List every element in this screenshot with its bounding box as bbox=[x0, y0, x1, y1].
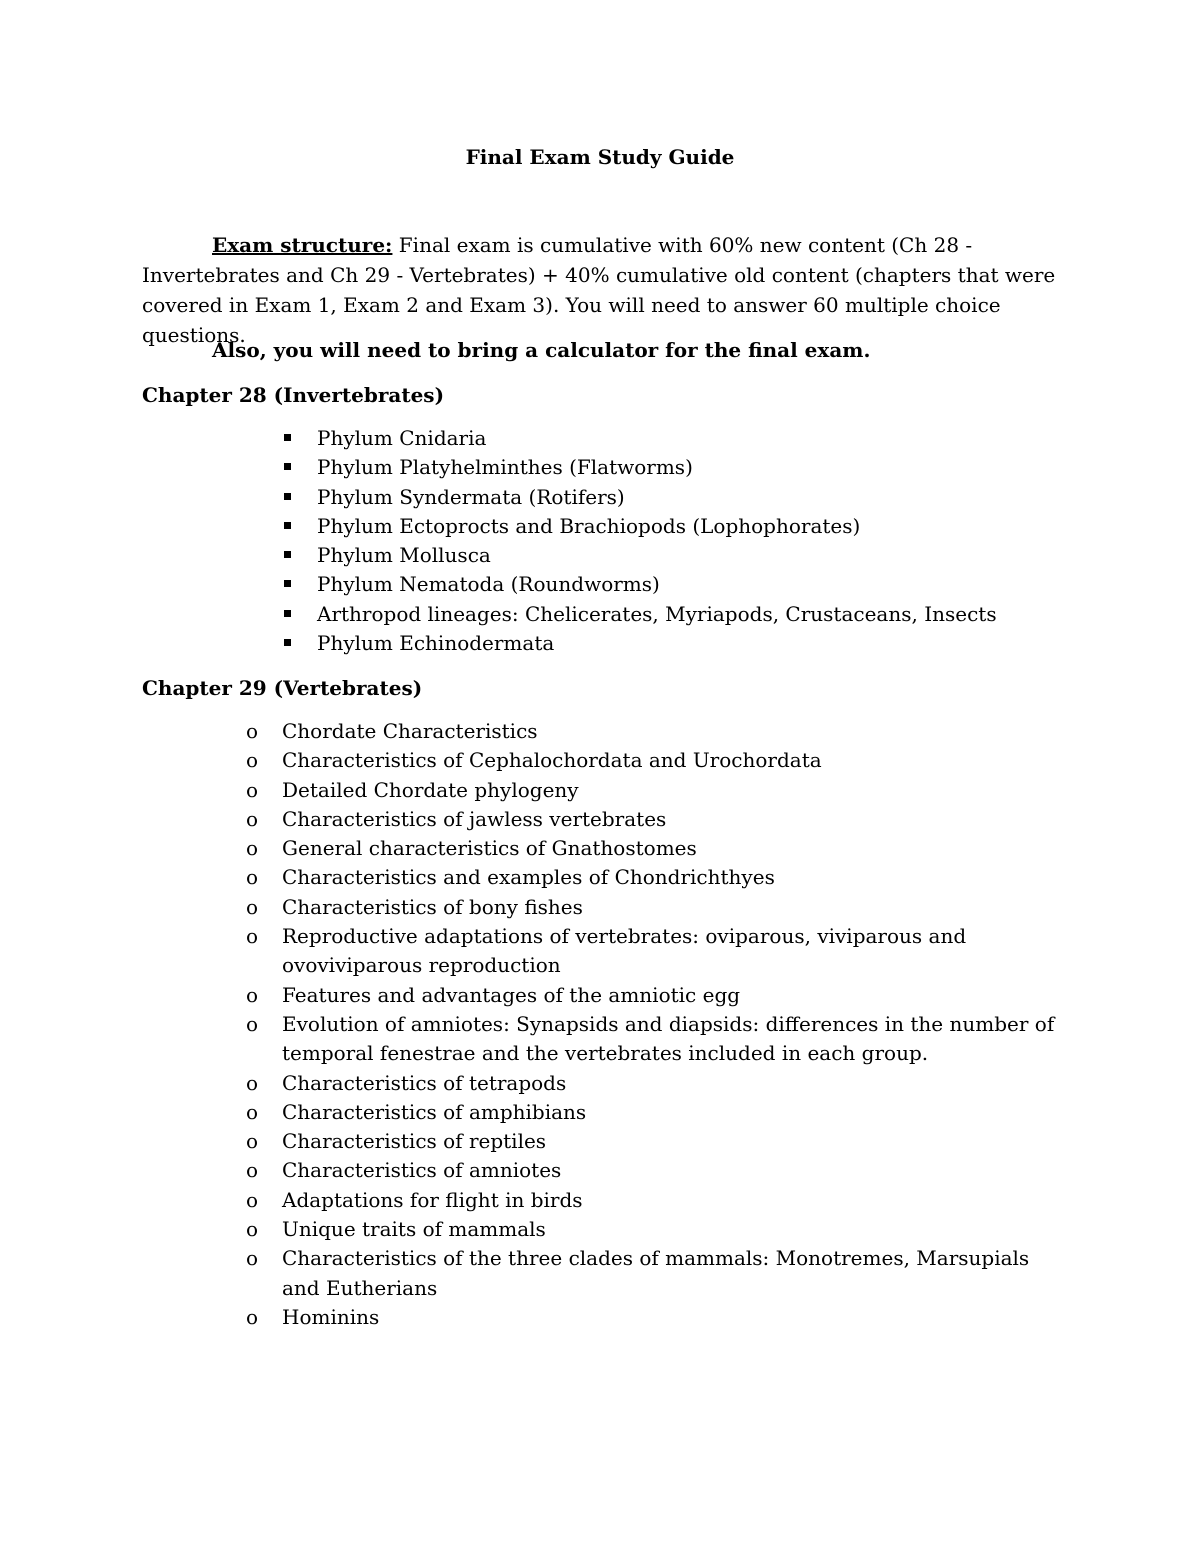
circle-bullet-icon: o bbox=[246, 1070, 259, 1095]
list-item-text: Reproductive adaptations of vertebrates: oviparous, viviparous and ovoviviparous reproduction bbox=[282, 924, 967, 978]
list-item-text: Characteristics of tetrapods bbox=[282, 1070, 567, 1095]
chapter-29-list bbox=[246, 717, 1066, 1332]
circle-bullet-icon: o bbox=[246, 865, 259, 890]
list-item bbox=[282, 570, 1082, 599]
list-item bbox=[246, 834, 1066, 863]
list-item-text: Detailed Chordate phylogeny bbox=[282, 777, 579, 802]
list-item bbox=[282, 541, 1082, 570]
list-item-text: Phylum Mollusca bbox=[317, 543, 491, 568]
list-item-text: Characteristics of the three clades of mammals: Monotremes, Marsupials and Eutherians bbox=[282, 1246, 1030, 1300]
list-item bbox=[246, 776, 1066, 805]
circle-bullet-icon: o bbox=[246, 1217, 259, 1242]
square-bullet-icon bbox=[284, 580, 291, 587]
chapter-28-list bbox=[282, 424, 1082, 658]
list-item-text: Phylum Platyhelminthes (Flatworms) bbox=[317, 455, 693, 480]
list-item bbox=[282, 629, 1082, 658]
list-item bbox=[282, 512, 1082, 541]
list-item-text: Phylum Echinodermata bbox=[317, 631, 555, 656]
list-item-text: Phylum Nematoda (Roundworms) bbox=[317, 572, 660, 597]
calculator-note: Also, you will need to bring a calculator for the final exam. bbox=[212, 338, 871, 362]
circle-bullet-icon: o bbox=[246, 894, 259, 919]
circle-bullet-icon: o bbox=[246, 836, 259, 861]
list-item bbox=[246, 1156, 1066, 1185]
circle-bullet-icon: o bbox=[246, 1011, 259, 1036]
list-item-text: General characteristics of Gnathostomes bbox=[282, 836, 697, 861]
list-item-text: Arthropod lineages: Chelicerates, Myriapods, Crustaceans, Insects bbox=[317, 601, 997, 626]
circle-bullet-icon: o bbox=[246, 1158, 259, 1183]
list-item-text: Chordate Characteristics bbox=[282, 719, 538, 743]
circle-bullet-icon: o bbox=[246, 982, 259, 1007]
list-item bbox=[282, 483, 1082, 512]
page-title: Final Exam Study Guide bbox=[465, 145, 735, 169]
list-item-text: Phylum Ectoprocts and Brachiopods (Lophophorates) bbox=[317, 513, 861, 538]
circle-bullet-icon: o bbox=[246, 924, 259, 949]
square-bullet-icon bbox=[284, 610, 291, 617]
list-item-text: Characteristics of bony fishes bbox=[282, 894, 583, 919]
square-bullet-icon bbox=[284, 463, 291, 470]
list-item bbox=[246, 893, 1066, 922]
list-item-text: Phylum Cnidaria bbox=[317, 426, 487, 450]
list-item bbox=[246, 1010, 1066, 1069]
list-item-text: Evolution of amniotes: Synapsids and diapsids: differences in the number of temporal fenestrae and the vertebrates included in each group. bbox=[282, 1011, 1055, 1066]
list-item bbox=[246, 805, 1066, 834]
list-item-text: Characteristics and examples of Chondrichthyes bbox=[282, 865, 775, 890]
list-item-text: Unique traits of mammals bbox=[282, 1217, 546, 1242]
circle-bullet-icon: o bbox=[246, 719, 259, 743]
circle-bullet-icon: o bbox=[246, 806, 259, 831]
list-item-text: Phylum Syndermata (Rotifers) bbox=[317, 484, 625, 509]
list-item bbox=[246, 1098, 1066, 1127]
list-item bbox=[246, 1215, 1066, 1244]
circle-bullet-icon: o bbox=[246, 748, 259, 773]
circle-bullet-icon: o bbox=[246, 1304, 259, 1329]
list-item bbox=[282, 600, 1082, 629]
list-item-text: Characteristics of amphibians bbox=[282, 1099, 587, 1124]
list-item-text: Adaptations for flight in birds bbox=[282, 1187, 583, 1212]
list-item bbox=[246, 981, 1066, 1010]
list-item-text: Characteristics of jawless vertebrates bbox=[282, 806, 667, 831]
square-bullet-icon bbox=[284, 551, 291, 558]
chapter-28-heading: Chapter 28 (Invertebrates) bbox=[142, 383, 445, 407]
list-item-text: Characteristics of Cephalochordata and Urochordata bbox=[282, 748, 822, 773]
list-item bbox=[246, 1186, 1066, 1215]
square-bullet-icon bbox=[284, 522, 291, 529]
list-item-text: Characteristics of reptiles bbox=[282, 1129, 547, 1154]
square-bullet-icon bbox=[284, 493, 291, 500]
list-item-text: Hominins bbox=[282, 1304, 380, 1329]
list-item bbox=[246, 1069, 1066, 1098]
list-item bbox=[246, 1303, 1066, 1332]
list-item bbox=[246, 863, 1066, 892]
circle-bullet-icon: o bbox=[246, 777, 259, 802]
circle-bullet-icon: o bbox=[246, 1099, 259, 1124]
list-item bbox=[246, 717, 1066, 746]
chapter-29-heading: Chapter 29 (Vertebrates) bbox=[142, 676, 423, 700]
exam-structure-paragraph bbox=[142, 230, 1062, 350]
list-item bbox=[246, 746, 1066, 775]
list-item bbox=[246, 922, 1066, 981]
exam-structure-label: Exam structure: bbox=[212, 233, 393, 257]
list-item bbox=[282, 424, 1082, 453]
circle-bullet-icon: o bbox=[246, 1246, 259, 1271]
circle-bullet-icon: o bbox=[246, 1187, 259, 1212]
square-bullet-icon bbox=[284, 639, 291, 646]
square-bullet-icon bbox=[284, 434, 291, 441]
list-item bbox=[282, 453, 1082, 482]
list-item bbox=[246, 1244, 1066, 1303]
list-item-text: Features and advantages of the amniotic egg bbox=[282, 982, 741, 1007]
exam-structure-text: Final exam is cumulative with 60% new content (Ch 28 - Invertebrates and Ch 29 - Vertebrates) + 40% cumulative old content (chapters that were covered in Exam 1, Exam 2 and Exam 3). You will need to answer 60 multiple choice questions. bbox=[142, 233, 1056, 347]
list-item-text: Characteristics of amniotes bbox=[282, 1158, 562, 1183]
list-item bbox=[246, 1127, 1066, 1156]
circle-bullet-icon: o bbox=[246, 1129, 259, 1154]
